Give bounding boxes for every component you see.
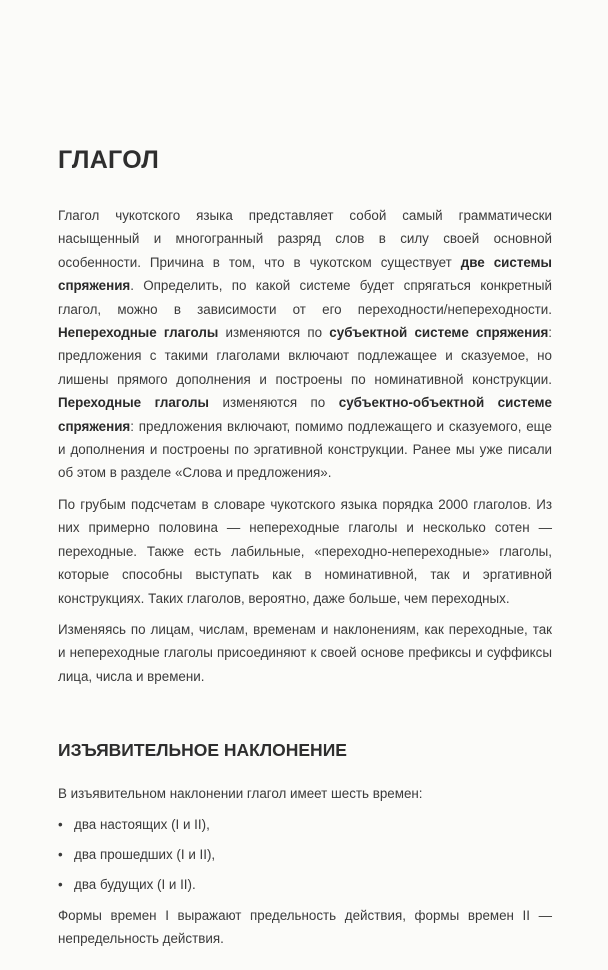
bullet-icon: • <box>58 816 63 832</box>
bold-term: субъектной системе спряжения <box>329 325 549 341</box>
section-intro: В изъявительном наклонении глагол имеет шесть времен: <box>58 786 423 802</box>
bullet-icon: • <box>58 846 63 862</box>
text: Глагол чукотского языка представляет собой самый грамматически насыщенный и многогранный разряд слов в силу своей основной особенности. Причина в том, что в чукотском существует <box>58 208 552 270</box>
list-item <box>58 840 552 870</box>
text: : предложения с такими глаголами включают подлежащее и сказуемое, но лишены прямого дополнения и построены по номинативной конструкции. <box>58 325 552 387</box>
paragraph-intro <box>58 204 552 485</box>
list-item-text: два настоящих (I и II), <box>74 816 210 832</box>
text: изменяются по <box>218 325 330 341</box>
text: . Определить, по какой системе будет спрягаться конкретный глагол, можно в зависимости от его переходности/непереходности. <box>58 278 552 317</box>
section-title: ИЗЪЯВИТЕЛЬНОЕ НАКЛОНЕНИЕ <box>58 740 347 761</box>
list-item <box>58 870 552 900</box>
list-item-text: два будущих (I и II). <box>74 876 196 892</box>
bold-term: две системы спряжения <box>58 254 552 294</box>
bullet-icon: • <box>58 876 63 892</box>
chapter-title: ГЛАГОЛ <box>58 146 160 174</box>
tense-list <box>58 810 552 900</box>
bold-term: Непереходные глаголы <box>58 325 219 341</box>
section-closing: Формы времен I выражают предельность действия, формы времен II — непредельность действия. <box>58 907 552 946</box>
paragraph-counts: По грубым подсчетам в словаре чукотского языка порядка 2000 глаголов. Из них примерно половина — непереходные глаголы и несколько сотен — переходные. Также есть лабильные, «переходно-непереходные» глаголы, которые способны выступать как в номинативной, так и эргативной конструкциях. Таких глаголов, вероятно, даже больше, чем переходных. <box>58 496 552 606</box>
paragraph-affixes: Изменяясь по лицам, числам, временам и наклонениям, как переходные, так и непереходные глаголы присоединяют к своей основе префиксы и суффиксы лица, числа и времени. <box>58 621 552 684</box>
text: изменяются по <box>208 395 339 411</box>
document-page <box>58 0 552 970</box>
bold-term: субъектно-объектной системе спряжения <box>58 395 552 434</box>
list-item <box>58 810 552 840</box>
text: : предложения включают, помимо подлежащего и сказуемого, еще и дополнения и построены по эргативной конструкции. Ранее мы уже писали об этом в разделе «Слова и предложения». <box>58 418 552 481</box>
bold-term: Переходные глаголы <box>58 395 209 411</box>
list-item-text: два прошедших (I и II), <box>74 846 216 862</box>
